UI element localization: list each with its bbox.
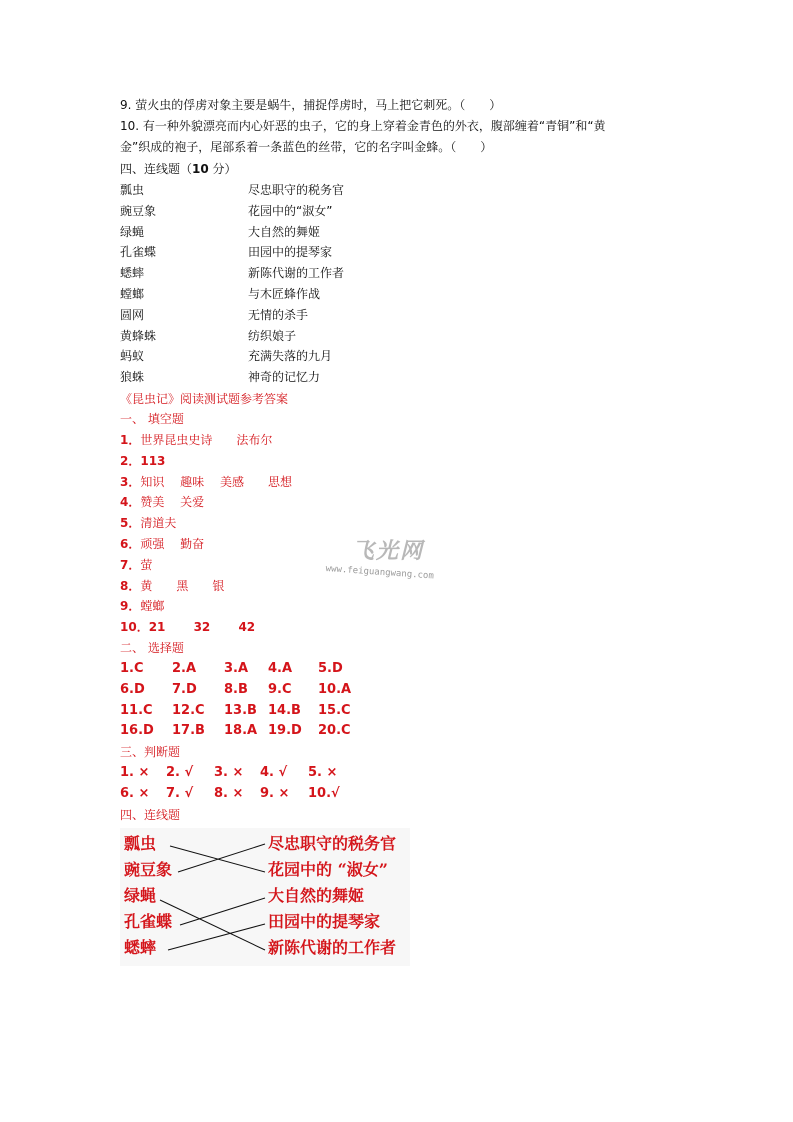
fill-answer-text: 螳螂 [140, 599, 165, 614]
choice-answer: 9.C [268, 681, 292, 697]
fill-answer-text: 黄 黑 银 [140, 578, 225, 593]
fill-answer-number: 5． [120, 516, 141, 531]
fill-answer-row [120, 494, 204, 510]
match-left-item: 瓢虫 [120, 183, 145, 197]
question-10-line-2: 金”织成的袍子，尾部系着一条蓝色的丝带，它的名字叫金蜂。（ ） [120, 140, 493, 154]
choice-answer: 2.A [172, 661, 197, 676]
fill-answer-text: 赞美 关爱 [140, 495, 205, 510]
match-right-item: 纺织娘子 [248, 328, 297, 343]
match-left-item: 蟋蟀 [120, 266, 145, 281]
match-right-item: 与木匠蜂作战 [248, 287, 321, 301]
fill-answer-row [120, 536, 204, 552]
answer-match-right: 花园中的 “淑女” [268, 860, 388, 879]
choice-answer: 16.D [120, 723, 154, 739]
section-4-heading-suffix: 分） [208, 162, 237, 176]
fill-answer-text: 世界昆虫史诗 法布尔 [140, 433, 273, 447]
section-4-heading [120, 161, 237, 177]
fill-answer-number: 2． [120, 453, 141, 468]
fill-answer-number: 3． [120, 474, 141, 489]
match-left-item: 黄蜂蛛 [120, 328, 157, 343]
judge-answer: 6. × [120, 785, 150, 801]
match-right-item: 尽忠职守的税务官 [248, 183, 345, 197]
fill-answer-text: 顽强 勤奋 [140, 537, 205, 551]
watermark [326, 532, 461, 584]
section-4-heading-prefix: 四、连线题（ [120, 162, 193, 176]
choice-answer: 4.A [268, 661, 293, 676]
answer-match-left: 豌豆象 [124, 860, 173, 879]
matching-answer-image [120, 828, 410, 966]
judge-answer: 5. × [308, 765, 338, 780]
match-left-item: 豌豆象 [120, 203, 157, 218]
answer-match-right: 大自然的舞姬 [268, 886, 365, 905]
choice-answer: 7.D [172, 681, 197, 697]
question-9: 9. 萤火虫的俘虏对象主要是蜗牛，捕捉俘虏时，马上把它刺死。（ ） [120, 98, 502, 112]
fill-answer-row [120, 432, 272, 448]
match-line-2 [178, 844, 265, 872]
fill-answer-row [120, 619, 255, 635]
fill-answer-row [120, 474, 292, 490]
judge-answer: 3. × [214, 765, 244, 780]
fill-answer-number: 10． [120, 620, 149, 635]
answers-part3-heading: 三、判断题 [120, 745, 181, 759]
match-right-item: 神奇的记忆力 [248, 370, 321, 385]
choice-answer: 12.C [172, 702, 205, 718]
fill-answer-text: 21 32 42 [148, 620, 256, 635]
choice-answer: 11.C [120, 702, 153, 718]
watermark-url: www.feiguangwang.com [325, 564, 435, 582]
fill-answer-text: 知识 趣味 美感 思想 [140, 474, 292, 489]
fill-answer-number: 4． [120, 495, 141, 510]
section-4-points: 10 [192, 162, 209, 176]
match-left-item: 蚂蚁 [120, 349, 145, 364]
match-right-item: 花园中的“淑女” [248, 203, 333, 218]
judge-answer: 8. × [214, 785, 244, 801]
choice-answer: 8.B [224, 681, 248, 697]
answers-part4-heading: 四、连线题 [120, 808, 181, 822]
answer-match-left: 绿蝇 [124, 886, 157, 905]
choice-answer: 15.C [318, 702, 351, 718]
choice-answer: 10.A [318, 681, 352, 697]
judge-answer: 1. × [120, 765, 150, 780]
fill-answer-row [120, 453, 165, 469]
choice-answer: 17.B [172, 723, 205, 739]
match-right-item: 无情的杀手 [248, 307, 309, 322]
choice-answer: 18.A [224, 723, 258, 739]
fill-answer-row [120, 515, 176, 531]
match-right-item: 充满失落的九月 [248, 349, 333, 364]
judge-answer: 7. √ [166, 785, 194, 801]
answer-match-right: 尽忠职守的税务官 [268, 834, 397, 853]
match-right-item: 田园中的提琴家 [248, 245, 333, 260]
match-left-item: 绿蝇 [120, 224, 145, 239]
choice-answer: 6.D [120, 681, 145, 697]
fill-answer-text: 萤 [140, 557, 153, 572]
choice-answer: 5.D [318, 661, 343, 676]
match-line-4 [180, 898, 265, 925]
match-line-5 [168, 924, 265, 950]
choice-answer: 13.B [224, 702, 257, 718]
fill-answer-row [120, 598, 164, 614]
answers-title: 《昆虫记》阅读测试题参考答案 [120, 392, 289, 406]
match-line-3 [160, 900, 265, 950]
fill-answer-number: 6． [120, 537, 141, 551]
answer-match-left: 瓢虫 [124, 834, 157, 853]
choice-answer: 14.B [268, 702, 301, 718]
answers-part2-heading: 二、 选择题 [120, 641, 184, 655]
fill-answer-number: 1． [120, 433, 141, 447]
fill-answer-text: 113 [140, 453, 166, 468]
judge-answer: 4. √ [260, 765, 288, 780]
answer-match-left: 孔雀蝶 [124, 912, 173, 931]
answer-match-left: 蟋蟀 [124, 938, 157, 957]
fill-answer-row [120, 557, 152, 573]
choice-answer: 20.C [318, 723, 351, 739]
choice-answer: 3.A [224, 661, 249, 676]
fill-answer-row [120, 578, 224, 594]
judge-answer: 2. √ [166, 765, 194, 780]
match-left-item: 圆网 [120, 307, 145, 322]
fill-answer-number: 9． [120, 599, 141, 614]
judge-answer: 10.√ [308, 785, 340, 801]
match-left-item: 狼蛛 [120, 370, 145, 385]
match-right-item: 大自然的舞姬 [248, 224, 321, 239]
answer-match-right: 新陈代谢的工作者 [268, 938, 397, 957]
question-10-line-1: 10. 有一种外貌漂亮而内心奸恶的虫子，它的身上穿着金青色的外衣，腹部缠着“青铜”和“黄 [120, 119, 606, 133]
judge-answer: 9. × [260, 785, 290, 801]
match-left-item: 孔雀蝶 [120, 245, 157, 260]
fill-answer-text: 清道夫 [140, 516, 177, 531]
choice-answer: 19.D [268, 723, 302, 739]
fill-answer-number: 7． [120, 557, 141, 572]
fill-answer-number: 8． [120, 578, 141, 593]
answer-match-right: 田园中的提琴家 [268, 912, 381, 931]
match-right-item: 新陈代谢的工作者 [248, 266, 345, 281]
answers-part1-heading: 一、 填空题 [120, 412, 184, 426]
watermark-logo-text: 飞光网 [352, 539, 425, 564]
choice-answer: 1.C [120, 661, 144, 676]
match-left-item: 螳螂 [120, 287, 145, 301]
